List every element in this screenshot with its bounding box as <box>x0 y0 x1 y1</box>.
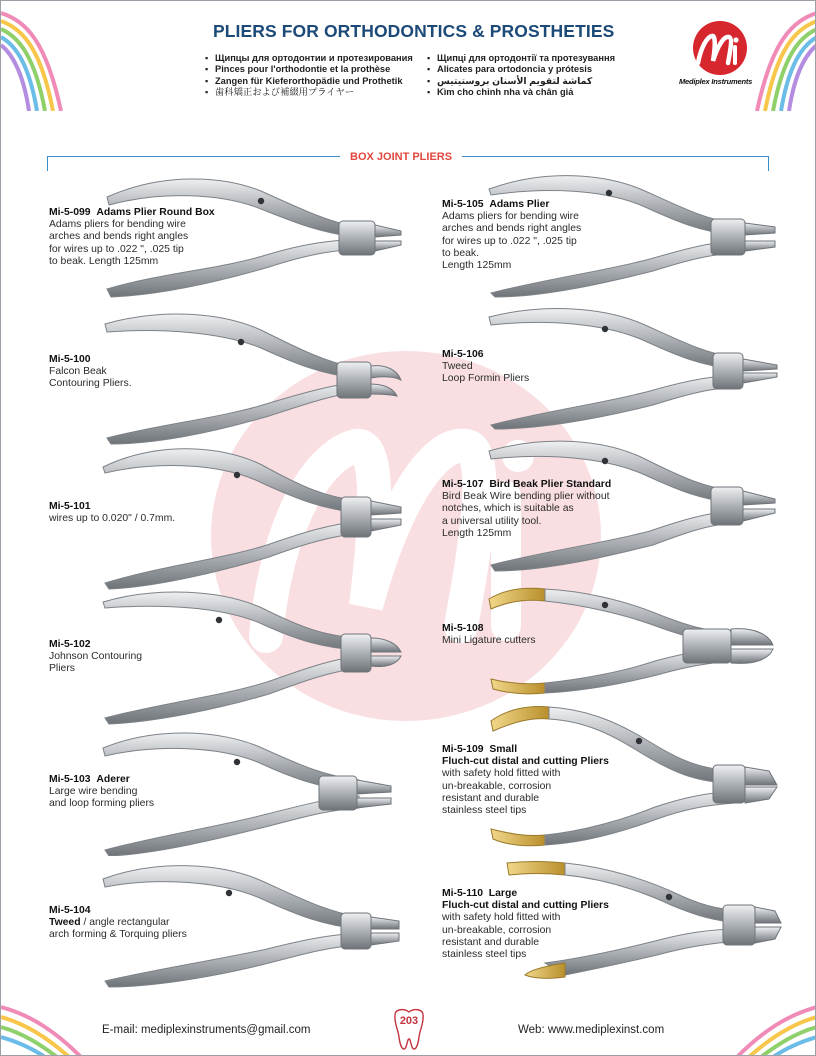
product-subtitle: Fluch-cut distal and cutting Pliers <box>442 756 609 768</box>
plier-image-mi-5-108 <box>485 579 781 699</box>
product-code: Mi-5-104 <box>49 905 91 916</box>
product-code: Mi-5-102 <box>49 639 91 650</box>
translation-item: ▪ Щипці для ортодонтії та протезування <box>427 53 615 64</box>
translation-item: ▪ Alicates para ortodoncia y prótesis <box>427 64 615 75</box>
translation-item: ▪ Pinces pour l'orthodontie et la prothèse <box>205 64 413 75</box>
plier-image-mi-5-109 <box>485 699 785 849</box>
translations-right-list <box>427 53 615 98</box>
product-code: Mi-5-106 <box>442 349 484 360</box>
translation-item: ▪ Zangen für Kieferorthopädie und Prothetik <box>205 76 413 87</box>
section-title: BOX JOINT PLIERS <box>340 151 462 163</box>
corner-swoosh-bottom-right <box>727 977 816 1056</box>
product-description: Large wire bending and loop forming pliers <box>49 786 155 810</box>
plier-image-mi-5-110 <box>485 857 785 987</box>
product-description: Bird Beak Wire bending plier without notches, which is suitable as a universal utility tool. Length 125mm <box>442 491 610 539</box>
product-title: Large <box>488 888 518 899</box>
product-description: with safety hold fitted with un-breakable, corrosion resistant and durable stainless steel tips <box>442 768 561 817</box>
product-description-suffix: / angle rectangular <box>80 917 170 929</box>
product-description: wires up to 0.020" / 0.7mm. <box>49 513 176 525</box>
product-description: Mini Ligature cutters <box>442 635 536 647</box>
plier-image-mi-5-101 <box>97 441 407 591</box>
translation-item: ▪ 歯科矯正および補綴用プライヤー <box>205 87 413 98</box>
footer-website: Web: www.mediplexinst.com <box>518 1024 665 1036</box>
product-title: Adams Plier <box>489 199 550 210</box>
product-code: Mi-5-107 <box>442 479 484 490</box>
product-code: Mi-5-103 <box>49 774 91 785</box>
corner-swoosh-bottom-left <box>1 977 91 1056</box>
tooth-icon <box>390 1007 428 1051</box>
plier-image-mi-5-104 <box>97 859 407 989</box>
page-title: PLIERS FOR ORTHODONTICS & PROSTHETIES <box>213 21 615 41</box>
product-description: Johnson Contouring Pliers <box>49 651 143 675</box>
translation-item: ▪ Kìm cho chỉnh nha và chân giả <box>427 87 615 98</box>
product-code: Mi-5-101 <box>49 501 91 512</box>
plier-image-mi-5-102 <box>97 586 407 726</box>
product-description: Adams pliers for bending wire arches and bends right angles for wires up to .022 ", .025 tip to beak. Length 125mm <box>49 219 189 267</box>
product-code: Mi-5-110 <box>442 888 484 899</box>
product-description: with safety hold fitted with un-breakable, corrosion resistant and durable stainless steel tips <box>442 912 561 961</box>
product-code: Mi-5-100 <box>49 354 91 365</box>
product-title: Small <box>489 744 518 755</box>
product-code: Mi-5-108 <box>442 623 484 634</box>
translation-item: ▪ كماشة لتقويم الأسنان بروستيتيس <box>427 76 615 87</box>
product-code: Mi-5-105 <box>442 199 484 210</box>
product-description: Tweed Loop Formin Pliers <box>442 361 530 385</box>
product-description: Falcon Beak Contouring Pliers. <box>49 366 132 390</box>
product-code: Mi-5-099 <box>49 207 91 218</box>
product-code: Mi-5-109 <box>442 744 484 755</box>
corner-swoosh-top-left <box>1 1 81 111</box>
product-title: Bird Beak Plier Standard <box>489 479 612 490</box>
product-description: Adams pliers for bending wire arches and bends right angles for wires up to .022 ", .025 tip to beak. Length 125mm <box>442 211 582 272</box>
product-title: Aderer <box>96 774 130 785</box>
brand-name: Mediplex Instruments <box>679 77 753 86</box>
plier-image-mi-5-100 <box>101 306 406 446</box>
plier-image-mi-5-106 <box>485 301 781 431</box>
plier-image-mi-5-105 <box>485 169 781 299</box>
plier-image-mi-5-103 <box>97 726 407 856</box>
footer-email: E-mail: mediplexinstruments@gmail.com <box>102 1024 311 1036</box>
plier-image-mi-5-107 <box>485 433 781 573</box>
product-title: Adams Plier Round Box <box>96 207 215 218</box>
page-number: 203 <box>399 1015 419 1027</box>
brand-logo <box>689 19 751 77</box>
product-description: arch forming & Torquing pliers <box>49 929 187 941</box>
translations-left-list <box>205 53 413 98</box>
plier-image-mi-5-099 <box>101 169 406 299</box>
translation-item: ▪ Щипцы для ортодонтии и протезирования <box>205 53 413 64</box>
product-title: Tweed <box>49 917 81 929</box>
product-subtitle: Fluch-cut distal and cutting Pliers <box>442 900 609 912</box>
